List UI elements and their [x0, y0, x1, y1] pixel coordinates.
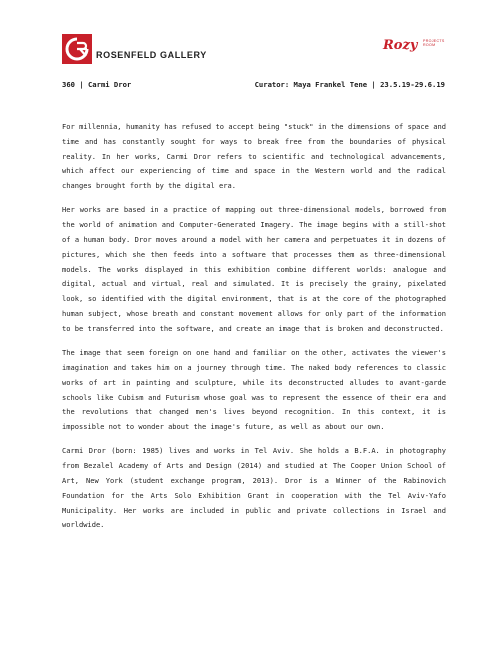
paragraph-practice: Her works are based in a practice of mapping out three-dimensional models, borrowed from the world of animation and Computer-Generated Imagery. The image begins with a still-shot of a human body. Dror moves around a model with her camera and perpetuates it in dozens of pictures, which she then feeds into a software that processes them as three-dimensional models. The works displayed in this exhibition combine different worlds: analogue and digital, actual and virtual, real and simulated. It is precisely the grainy, pixelated look, so identified with the digital environment, that is at the core of the photographed human subject, whose breath and constant movement allows for only part of the information to be transferred into the software, and create an image that is broken and deconstructed.	[62, 205, 446, 333]
exhibition-text	[62, 120, 446, 543]
gallery-name: ROSENFELD GALLERY	[96, 50, 207, 60]
sponsor-word: Rozy	[383, 38, 418, 53]
gallery-logo	[62, 34, 207, 64]
sponsor-subtitle: PROJECTS ROOM	[423, 39, 445, 48]
paragraph-bio: Carmi Dror (born: 1985) lives and works in Tel Aviv. She holds a B.F.A. in photography from Bezalel Academy of Arts and Design (2014) and studied at The Cooper Union School of Art, New York (student exchange program, 2013). Dror is a Winner of the Rabinovich Foundation for the Arts Solo Exhibition Grant in cooperation with the Tel Aviv-Yafo Municipality. Her works are included in public and private collections in Israel and worldwide.	[62, 446, 446, 530]
exhibition-title: 360 | Carmi Dror	[62, 80, 132, 89]
paragraph-intro: For millennia, humanity has refused to accept being "stuck" in the dimensions of space and time and has constantly sought for ways to break free from the boundaries of physical reality. In her works, Carmi Dror refers to scientific and technological advancements, which affect our experiencing of time and space in the Western world and the radical changes brought forth by the digital era.	[62, 122, 446, 191]
sponsor-logo	[383, 38, 443, 60]
paragraph-image: The image that seem foreign on one hand and familiar on the other, activates the viewer's imagination and takes him on a journey through time. The naked body references to classic works of art in painting and sculpture, while its deconstructed alludes to avant-garde schools like Cubism and Futurism whose goal was to represent the essence of their era and the revolutions that changed men's lives beyond recognition. In this context, it is impossible not to wonder about the image's future, as well as about our own.	[62, 348, 446, 432]
curator-dates: Curator: Maya Frankel Tene | 23.5.19-29.6.19	[254, 80, 445, 89]
rosenfeld-logo-icon	[62, 34, 92, 64]
